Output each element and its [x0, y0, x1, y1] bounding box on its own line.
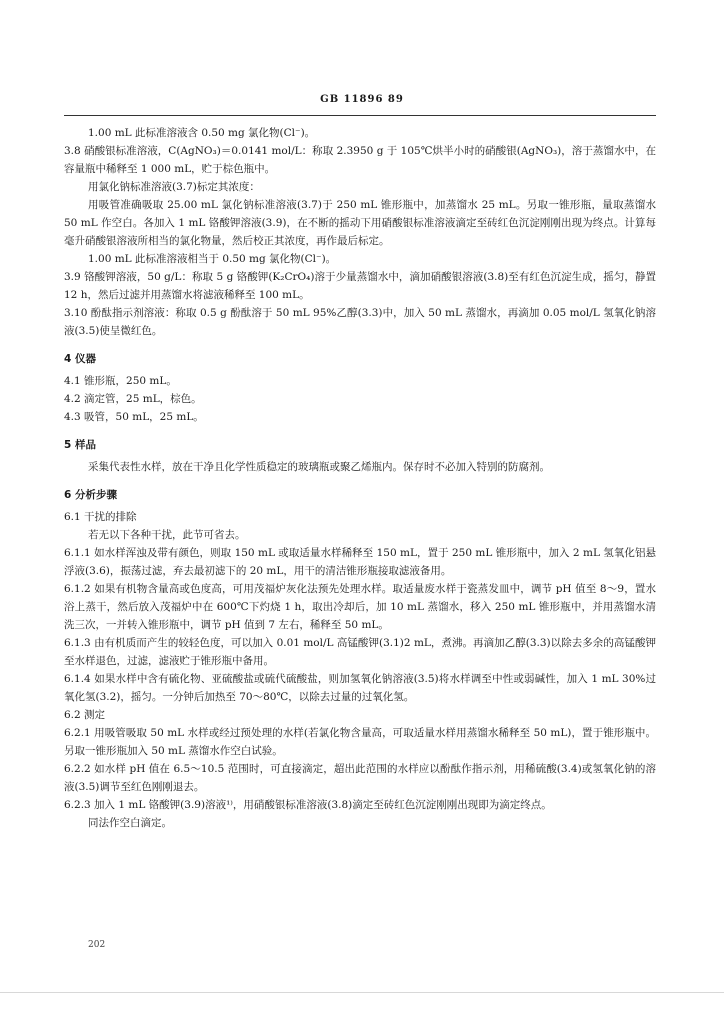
- paragraph: 6.2 测定: [64, 709, 106, 721]
- paragraph: 1.00 mL 此标准溶液含 0.50 mg 氯化物(Cl⁻)。: [88, 127, 316, 139]
- header-rule: [64, 115, 656, 116]
- paragraph: 6.2.2 如水样 pH 值在 6.5～10.5 范围时，可直接滴定，超出此范围的水样应以酚酞作指示剂，用稀硫酸(3.4)或氢氧化钠的溶液(3.5)调节至红色刚刚退去。: [64, 763, 656, 793]
- paragraph: 6.1 干扰的排除: [64, 511, 137, 523]
- paragraph: 4.1 锥形瓶，250 mL。: [64, 375, 177, 387]
- paragraph: 采集代表性水样，放在干净且化学性质稳定的玻璃瓶或聚乙烯瓶内。保存时不必加入特别的防腐剂。: [88, 461, 550, 473]
- paragraph: 4.3 吸管，50 mL，25 mL。: [64, 411, 204, 423]
- standard-header: GB 11896 89: [320, 94, 404, 105]
- paragraph: 6.1.2 如果有机物含量高或色度高，可用茂福炉灰化法预先处理水样。取适量废水样于瓷蒸发皿中，调节 pH 值至 8～9，置水浴上蒸干，然后放入茂福炉中在 600℃下灼烧 1 h，取出冷却后，加 10 mL 蒸馏水，移入 250 mL 锥形瓶中，并用蒸馏水清洗三次，一并转入锥形瓶中，调节 pH 值到 7 左右，稀释至 50 mL。: [64, 583, 656, 631]
- paragraph: 6.1.4 如果水样中含有硫化物、亚硫酸盐或硫代硫酸盐，则加氢氧化钠溶液(3.5)将水样调至中性或弱碱性，加入 1 mL 30%过氧化氢(3.2)，摇匀。一分钟后加热至 70～80℃，以除去过量的过氧化氢。: [64, 673, 656, 703]
- paragraph: 3.8 硝酸银标准溶液，C(AgNO₃)＝0.0141 mol/L：称取 2.3950 g 于 105℃烘半小时的硝酸银(AgNO₃)，溶于蒸馏水中，在容量瓶中稀释至 1 000 mL，贮于棕色瓶中。: [64, 145, 656, 175]
- paragraph: 若无以下各种干扰，此节可省去。: [88, 529, 246, 541]
- paragraph: 用氯化钠标准溶液(3.7)标定其浓度：: [88, 181, 260, 193]
- paragraph: 同法作空白滴定。: [88, 817, 172, 829]
- paragraph: 4.2 滴定管，25 mL，棕色。: [64, 393, 202, 405]
- paragraph: 用吸管准确吸取 25.00 mL 氯化钠标准溶液(3.7)于 250 mL 锥形瓶中，加蒸馏水 25 mL。另取一锥形瓶，量取蒸馏水 50 mL 作空白。各加入 1 mL 铬酸钾溶液(3.9)，在不断的摇动下用硝酸银标准溶液滴定至砖红色沉淀刚刚出现为终点。计算每毫升硝酸银溶液所相当的氯化物量，然后校正其浓度，再作最后标定。: [64, 199, 656, 247]
- body-text: [64, 124, 656, 832]
- paragraph: 3.10 酚酞指示剂溶液：称取 0.5 g 酚酞溶于 50 mL 95%乙醇(3.3)中，加入 50 mL 蒸馏水，再滴加 0.05 mol/L 氢氧化钠溶液(3.5)使呈微红色。: [64, 307, 656, 337]
- paragraph: 1.00 mL 此标准溶液相当于 0.50 mg 氯化物(Cl⁻)。: [88, 253, 337, 265]
- bottom-rule: [0, 992, 724, 993]
- section-heading: 5 样品: [64, 439, 96, 451]
- paragraph: 6.2.3 加入 1 mL 铬酸钾(3.9)溶液¹⁾，用硝酸银标准溶液(3.8)滴定至砖红色沉淀刚刚出现即为滴定终点。: [64, 799, 552, 811]
- section-heading: 6 分析步骤: [64, 489, 117, 501]
- paragraph: 6.2.1 用吸管吸取 50 mL 水样或经过预处理的水样(若氯化物含量高，可取适量水样用蒸馏水稀释至 50 mL)，置于锥形瓶中。另取一锥形瓶加入 50 mL 蒸馏水作空白试验。: [64, 727, 656, 757]
- paragraph: 6.1.3 由有机质而产生的较轻色度，可以加入 0.01 mol/L 高锰酸钾(3.1)2 mL，煮沸。再滴加乙醇(3.3)以除去多余的高锰酸钾至水样退色，过滤，滤液贮于锥形瓶中备用。: [64, 637, 656, 667]
- paragraph: 3.9 铬酸钾溶液，50 g/L：称取 5 g 铬酸钾(K₂CrO₄)溶于少量蒸馏水中，滴加硝酸银溶液(3.8)至有红色沉淀生成，摇匀，静置 12 h，然后过滤并用蒸馏水将滤液稀释至 100 mL。: [64, 271, 656, 301]
- section-heading: 4 仪器: [64, 353, 96, 365]
- paragraph: 6.1.1 如水样浑浊及带有颜色，则取 150 mL 或取适量水样稀释至 150 mL，置于 250 mL 锥形瓶中，加入 2 mL 氢氧化铝悬浮液(3.6)，振荡过滤，弃去最初滤下的 20 mL，用干的清洁锥形瓶接取滤液备用。: [64, 547, 656, 577]
- page-number: 202: [88, 940, 106, 950]
